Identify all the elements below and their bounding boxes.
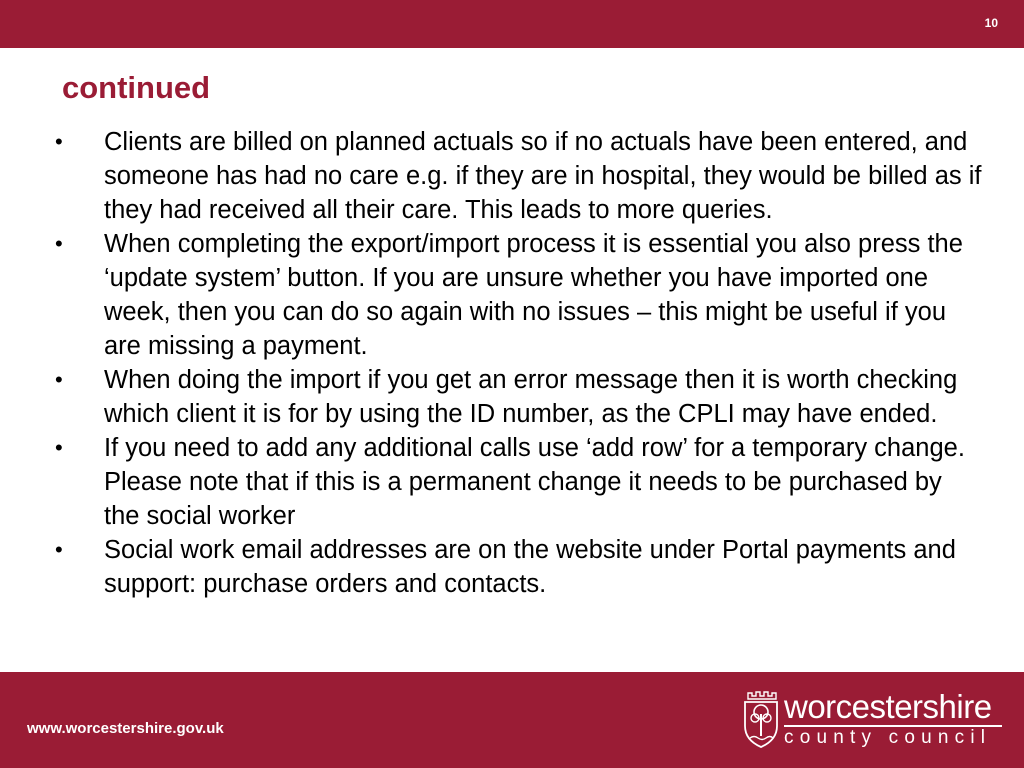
bullet-marker: • (55, 129, 63, 154)
bullet-text: When completing the export/import process it is essential you also press the ‘update system’ button. If you are unsure whether you have imported one week, then you can do so again with no issues – this might be useful if you are missing a payment. (104, 230, 963, 360)
footer-url: www.worcestershire.gov.uk (27, 720, 224, 737)
bullet-item (0, 125, 1024, 227)
bullet-marker: • (55, 231, 63, 256)
header-bar (0, 0, 1024, 48)
footer-bar (0, 672, 1024, 768)
bullet-item (0, 363, 1024, 431)
logo-name: worcestershire (784, 688, 992, 725)
bullet-item (0, 431, 1024, 533)
bullet-item (0, 227, 1024, 363)
bullet-marker: • (55, 537, 63, 562)
bullet-text: When doing the import if you get an error message then it is worth checking which client it is for by using the ID number, as the CPLI may have ended. (104, 366, 958, 428)
slide-title: continued (62, 70, 211, 105)
slide-number: 10 (984, 16, 998, 30)
bullet-text: Clients are billed on planned actuals so if no actuals have been entered, and someone has had no care e.g. if they are in hospital, they would be billed as if they had received all their care. This leads to more queries. (104, 128, 982, 224)
bullet-text: Social work email addresses are on the website under Portal payments and support: purchase orders and contacts. (104, 536, 956, 598)
bullet-list (0, 125, 1024, 601)
council-logo (742, 690, 1004, 752)
bullet-marker: • (55, 435, 63, 460)
logo-subtitle: county council (784, 727, 992, 748)
bullet-marker: • (55, 367, 63, 392)
bullet-text: If you need to add any additional calls use ‘add row’ for a temporary change. Please note that if this is a permanent change it needs to be purchased by the social worker (104, 434, 965, 530)
bullet-item (0, 533, 1024, 601)
crest-icon (742, 690, 780, 750)
